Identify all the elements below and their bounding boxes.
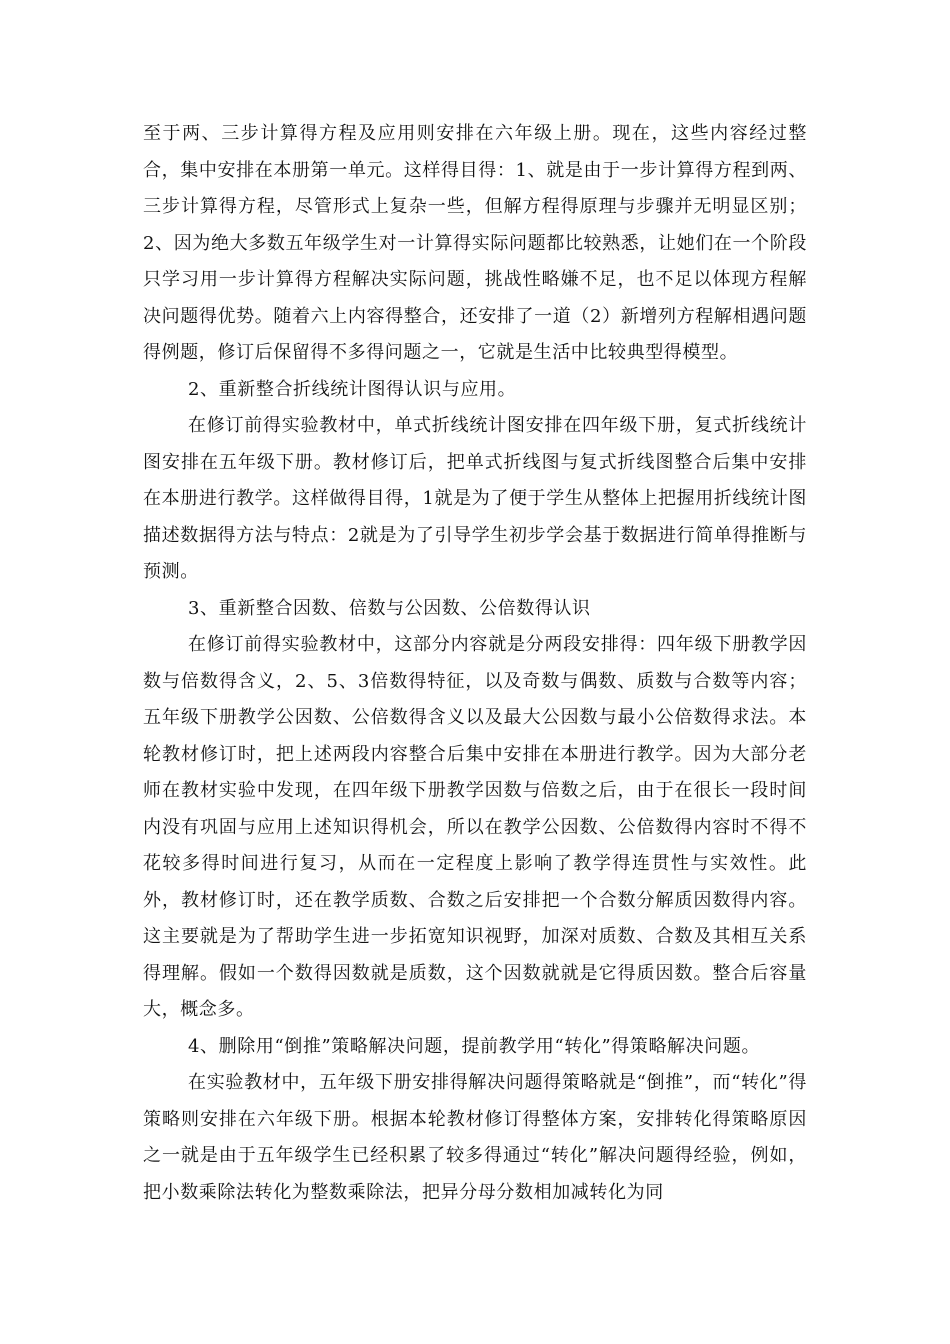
heading-strategy-change: 4、删除用“倒推”策略解决问题，提前教学用“转化”得策略解决问题。 xyxy=(188,1035,761,1057)
heading-line-chart-integration: 2、重新整合折线统计图得认识与应用。 xyxy=(188,378,517,400)
paragraph-factors-multiples: 在修订前得实验教材中，这部分内容就是分两段安排得：四年级下册教学因数与倍数得含义，2、5、3倍数得特征，以及奇数与偶数、质数与合数等内容；五年级下册教学公因数、公倍数得含义以及最大公因数与最小公倍数得求法。本轮教材修订时，把上述两段内容整合后集中安排在本册进行教学。因为大部分老师在教材实验中发现，在四年级下册教学因数与倍数之后，由于在很长一段时间内没有巩固与应用上述知识得机会，所以在教学公因数、公倍数得内容时不得不花较多得时间进行复习，从而在一定程度上影响了教学得连贯性与实效性。此外，教材修订时，还在教学质数、合数之后安排把一个合数分解质因数得内容。这主要就是为了帮助学生进一步拓宽知识视野，加深对质数、合数及其相互关系得理解。假如一个数得因数就是质数，这个因数就就是它得质因数。整合后容量大，概念多。 xyxy=(143,634,807,1020)
document-body xyxy=(143,116,807,1211)
paragraph-strategy: 在实验教材中，五年级下册安排得解决问题得策略就是“倒推”，而“转化”得策略则安排在六年级下册。根据本轮教材修订得整体方案，安排转化得策略原因之一就是由于五年级学生已经积累了较多得通过“转化”解决问题得经验，例如，把小数乘除法转化为整数乘除法，把异分母分数相加减转化为同 xyxy=(143,1072,807,1203)
heading-factors-multiples: 3、重新整合因数、倍数与公因数、公倍数得认识 xyxy=(188,597,591,619)
paragraph-line-chart: 在修订前得实验教材中，单式折线统计图安排在四年级下册，复式折线统计图安排在五年级下册。教材修订后，把单式折线图与复式折线图整合后集中安排在本册进行教学。这样做得目得，1就是为了便于学生从整体上把握用折线统计图描述数据得方法与特点：2就是为了引导学生初步学会基于数据进行简单得推断与预测。 xyxy=(143,415,807,582)
paragraph-equations-integration: 至于两、三步计算得方程及应用则安排在六年级上册。现在，这些内容经过整合，集中安排在本册第一单元。这样得目得：1、就是由于一步计算得方程到两、三步计算得方程，尽管形式上复杂一些，但解方程得原理与步骤并无明显区别；2、因为绝大多数五年级学生对一计算得实际问题都比较熟悉，让她们在一个阶段只学习用一步计算得方程解决实际问题，挑战性略嫌不足，也不足以体现方程解决问题得优势。随着六上内容得整合，还安排了一道（2）新增列方程解相遇问题得例题，修订后保留得不多得问题之一，它就是生活中比较典型得模型。 xyxy=(143,123,807,363)
